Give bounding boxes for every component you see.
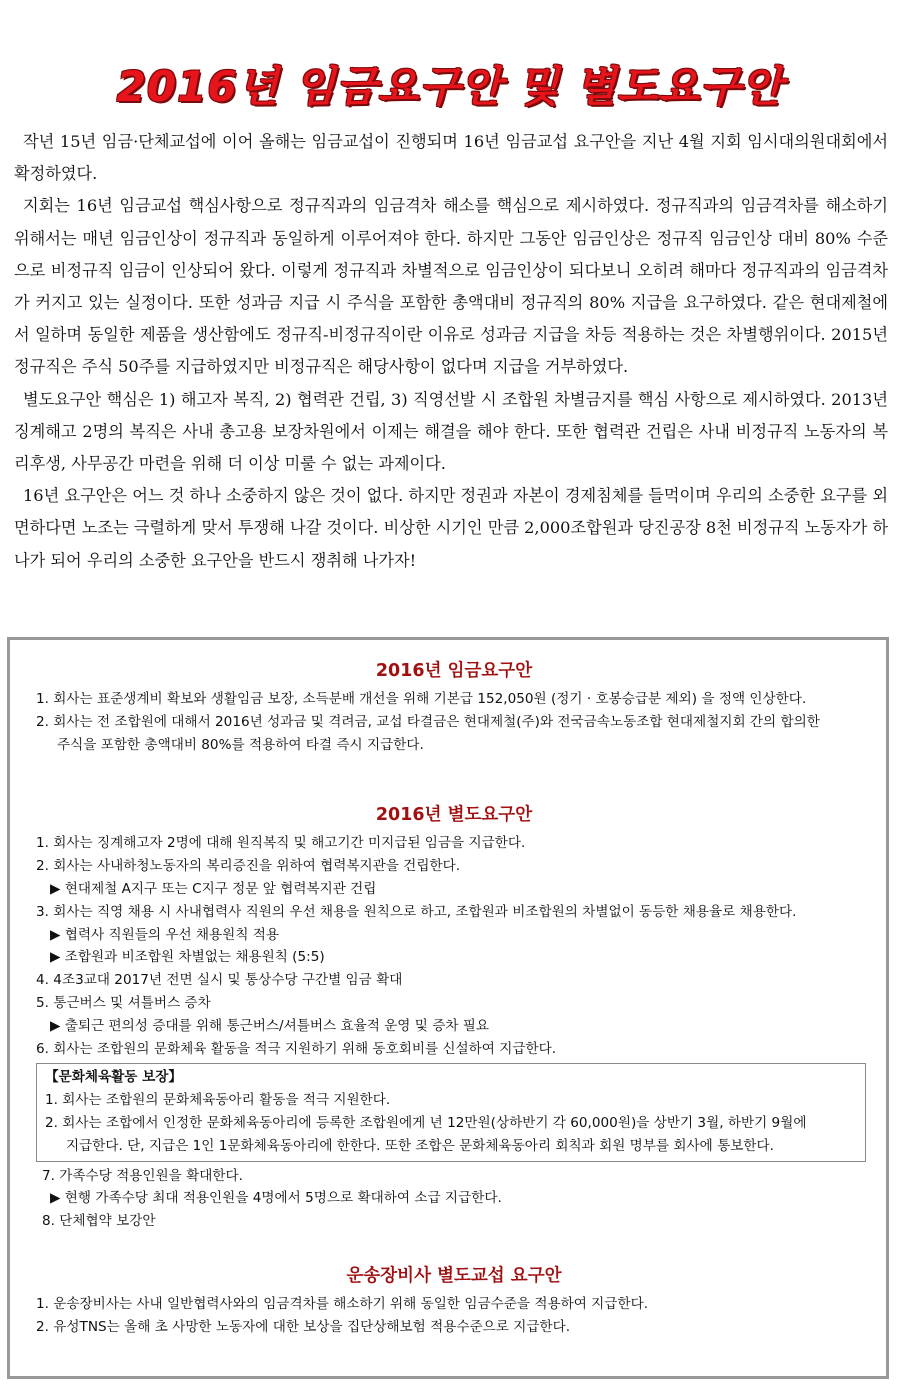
culture-support-heading: 【문화체육활동 보장】 [45,1069,182,1086]
separate-item-4: 4. 4조3교대 2017년 전면 실시 및 통상수당 구간별 임금 확대 [36,972,403,989]
culture-item-2-cont: 지급한다. 단, 지급은 1인 1문화체육동아리에 한한다. 또한 조합은 문화체육동아리 회칙과 회원 명부를 회사에 통보한다. [66,1137,774,1154]
culture-item-2: 2. 회사는 조합에서 인정한 문화체육동아리에 등록한 조합원에게 년 12만원(상하반기 각 60,000원)을 상반기 3월, 하반기 9월에 [45,1114,807,1131]
separate-item-6: 6. 회사는 조합원의 문화체육 활동을 적극 지원하기 위해 동호회비를 신설하여 지급한다. [36,1040,557,1057]
separate-item-7: 7. 가족수당 적용인원을 확대한다. [42,1167,243,1184]
wage-item-1: 1. 회사는 표준생계비 확보와 생활임금 보장, 소득분배 개선을 위해 기본급 152,050원 (정기 · 호봉승급분 제외) 을 정액 인상한다. [36,691,807,707]
separate-item-5: 5. 통근버스 및 셔틀버스 증차 [36,994,211,1011]
separate-item-1: 1. 회사는 징계해고자 2명에 대해 원직복직 및 해고기간 미지급된 임금을 지급한다. [36,835,526,852]
separate-item-3: 3. 회사는 직영 채용 시 사내협력사 직원의 우선 채용을 원칙으로 하고, 조합원과 비조합원의 차별없이 동등한 채용율로 채용한다. [36,903,797,920]
separate-item-2-sub: ▶ 현대제철 A지구 또는 C지구 정문 앞 협력복지관 건립 [50,880,377,897]
separate-item-3-sub-2: ▶ 조합원과 비조합원 차별없는 채용원칙 (5:5) [50,949,325,966]
wage-demand-title: 2016년 임금요구안 [375,661,533,681]
separate-item-5-sub: ▶ 출퇴근 편의성 증대를 위해 통근버스/셔틀버스 효율적 운영 및 증차 필요 [50,1017,490,1034]
wage-item-2: 2. 회사는 전 조합원에 대해서 2016년 성과금 및 격려금, 교섭 타결금은 현대제철(주)와 전국금속노동조합 현대제철지회 간의 합의한 [36,713,820,730]
transport-item-2: 2. 유성TNS는 올해 초 사망한 노동자에 대한 보상을 집단상해보험 적용수준으로 지급한다. [36,1318,571,1335]
intro-paragraph-3: 별도요구안 핵심은 1) 해고자 복직, 2) 협력관 건립, 3) 직영선발 시 조합원 차별금지를 핵심 사항으로 제시하였다. 2013년 징계해고 2명의 복직은 사내 총고용 보장차원에서 이제는 해결을 해야 한다. 또한 협력관 건립은 사내 비정규직 노동자의 복리후생, 사무공간 마련을 위해 더 이상 미룰 수 없는 과제이다. [14,389,888,474]
intro-text [14,126,888,577]
intro-paragraph-1: 작년 15년 임금·단체교섭에 이어 올해는 임금교섭이 진행되며 16년 임금교섭 요구안을 지난 4월 지회 임시대의원대회에서 확정하였다. [14,132,888,184]
document-title: 2016년 임금요구안 및 별도요구안 [116,62,784,111]
separate-item-8: 8. 단체협약 보강안 [42,1213,156,1230]
demands-box [7,637,889,1379]
transport-item-1: 1. 운송장비사는 사내 일반협력사와의 임금격차를 해소하기 위해 동일한 임금수준을 적용하여 지급한다. [36,1295,649,1312]
transport-demand-title: 운송장비사 별도교섭 요구안 [346,1265,562,1286]
culture-item-1: 1. 회사는 조합원의 문화체육동아리 활동을 적극 지원한다. [45,1092,391,1109]
culture-support-box [36,1063,866,1161]
separate-demand-title: 2016년 별도요구안 [375,805,533,826]
separate-item-3-sub-1: ▶ 협력사 직원들의 우선 채용원칙 적용 [50,926,280,943]
intro-paragraph-2: 지회는 16년 임금교섭 핵심사항으로 정규직과의 임금격차 해소를 핵심으로 제시하였다. 정규직과의 임금격차를 해소하기 위해서는 매년 임금인상이 정규직과 동일하게 이루어져야 한다. 하지만 그동안 임금인상은 정규직 임금인상 대비 80% 수준으로 비정규직 임금이 인상되어 왔다. 이렇게 정규직과 차별적으로 임금인상이 되다보니 오히려 해마다 정규직과의 임금격차가 커지고 있는 실정이다. 또한 성과금 지급 시 주식을 포함한 총액대비 정규직의 80% 지급을 요구하였다. 같은 현대제철에서 일하며 동일한 제품을 생산함에도 정규직-비정규직이란 이유로 성과금 지급을 차등 적용하는 것은 차별행위이다. 2015년 정규직은 주식 50주를 지급하였지만 비정규직은 해당사항이 없다며 지급을 거부하였다. [14,196,888,377]
separate-item-2: 2. 회사는 사내하청노동자의 복리증진을 위하여 협력복지관을 건립한다. [36,858,461,875]
intro-paragraph-4: 16년 요구안은 어느 것 하나 소중하지 않은 것이 없다. 하지만 정권과 자본이 경제침체를 들먹이며 우리의 소중한 요구를 외면하다면 노조는 극렬하게 맞서 투쟁해 나갈 것이다. 비상한 시기인 만큼 2,000조합원과 당진공장 8천 비정규직 노동자가 하나가 되어 우리의 소중한 요구안을 반드시 쟁취해 나가자! [14,486,888,570]
separate-item-7-sub: ▶ 현행 가족수당 최대 적용인원을 4명에서 5명으로 확대하여 소급 지급한다. [50,1190,502,1207]
wage-item-2-cont: 주식을 포함한 총액대비 80%를 적용하여 타결 즉시 지급한다. [57,736,424,753]
